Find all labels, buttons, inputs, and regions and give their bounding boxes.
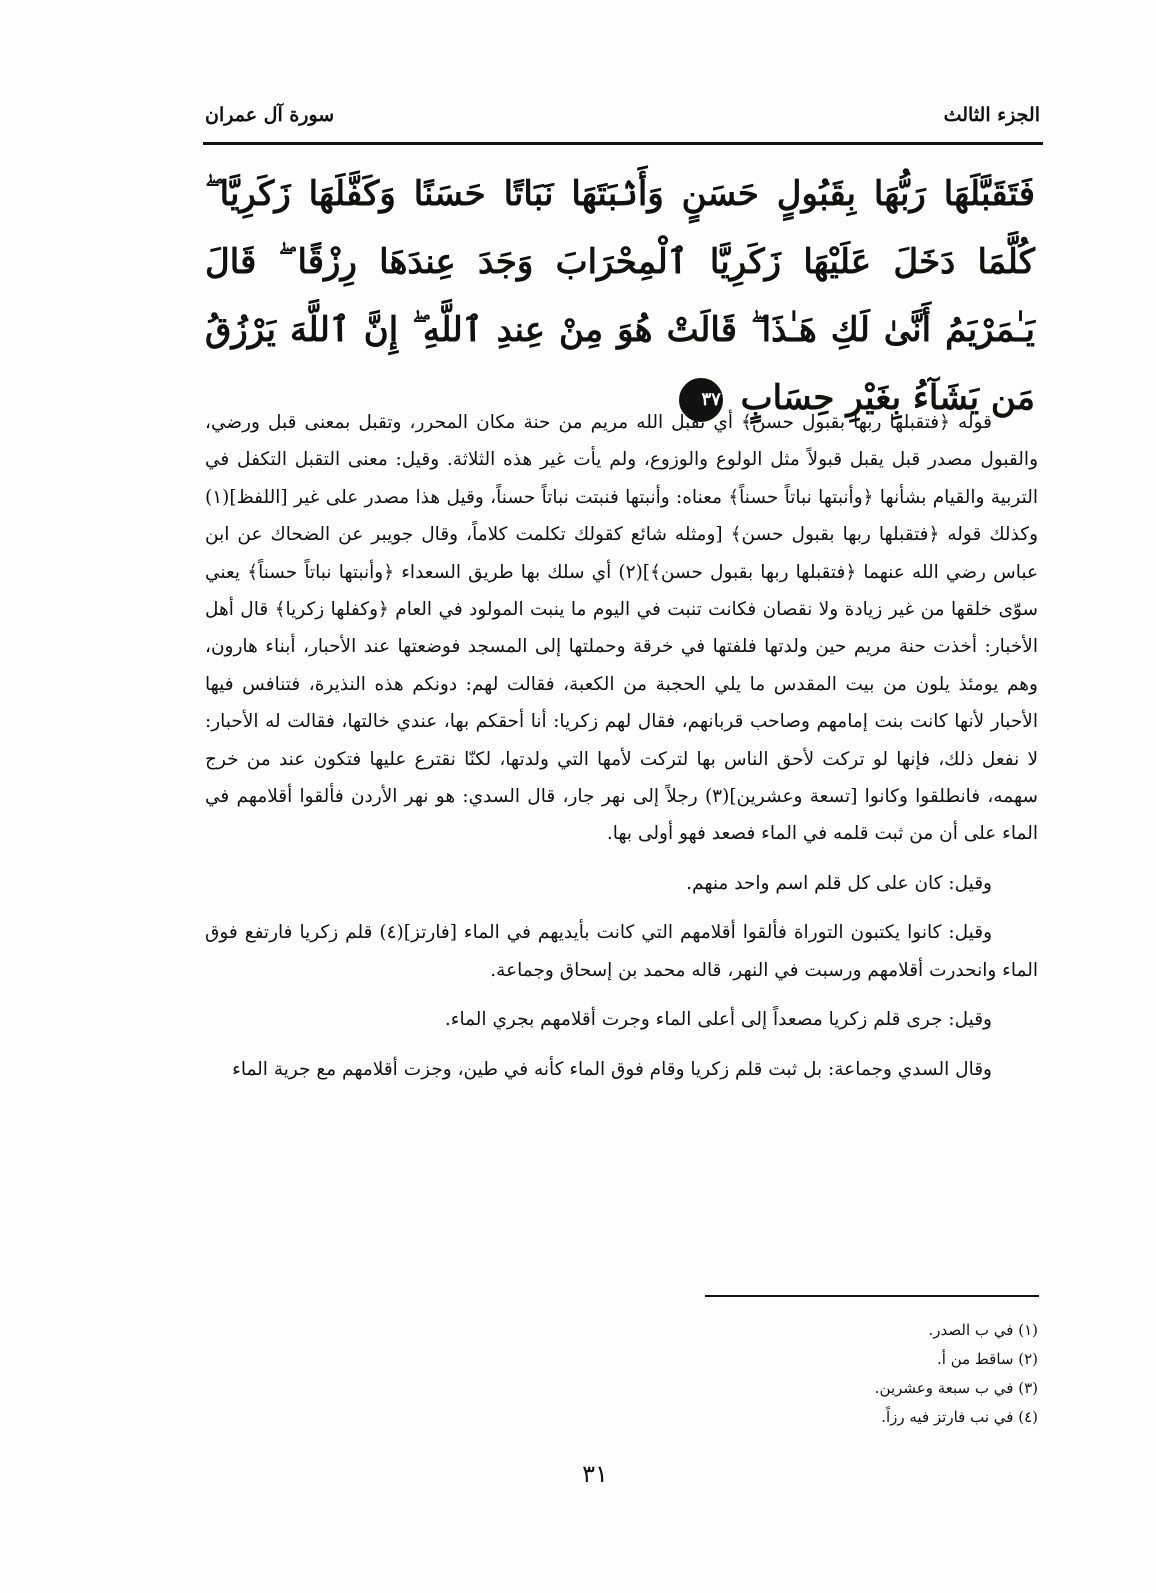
verse-text: فَتَقَبَّلَهَا رَبُّهَا بِقَبُولٍ حَسَنٍ وَأَنۢبَتَهَا نَبَاتًا حَسَنًا وَكَفَّلَهَا زَكَرِيَّا ۖ كُلَّمَا دَخَلَ عَلَيْهَا زَكَرِيَّا ٱلْمِحْرَابَ وَجَدَ عِندَهَا رِزْقًا ۖ قَالَ يَـٰمَرْيَمُ أَنَّىٰ لَكِ هَـٰذَا ۖ قَالَتْ هُوَ مِنْ عِندِ ٱللَّهِ ۖ إِنَّ ٱللَّهَ يَرْزُقُ مَن يَشَآءُ بِغَيْرِ حِسَابٍ (205, 174, 1035, 418)
commentary-body (205, 404, 1038, 1088)
running-header (205, 100, 1040, 136)
paragraph: وقال السدي وجماعة: بل ثبت قلم زكريا وقام فوق الماء كأنه في طين، وجزت أقلامهم مع جرية الماء (232, 1058, 992, 1080)
footnote: (٢) ساقط من أ. (936, 1350, 1038, 1368)
part-label: الجزء الثالث (943, 104, 1040, 126)
verse-number-badge: ٣٧ (679, 378, 723, 422)
paragraph: وقيل: كانوا يكتبون التوراة فألقوا أقلامهم التي كانت بأيديهم في الماء [فارتز](٤) قلم زكريا فارتفع فوق الماء وانحدرت أقلامهم ورسبت في النهر، قاله محمد بن إسحاق وجماعة. (205, 922, 1038, 981)
paragraph: وقيل: كان على كل قلم اسم واحد منهم. (686, 872, 992, 894)
paragraph: قوله ﴿فتقبلها ربها بقبول حسن﴾ أي تقبل الله مريم من حنة مكان المحرر، وتقبل بمعنى قبل ورضي، والقبول مصدر قبل يقبل قبولاً مثل الولوع والوزوع، ولم يأت غير هذه الثلاثة. وقيل: معنى التقبل التكفل في التربية والقيام بشأنها ﴿وأنبتها نباتاً حسناً﴾ معناه: وأنبتها فنبتت نباتاً حسناً، وقيل هذا مصدر على غير [اللفظ](١) وكذلك قوله ﴿فتقبلها ربها بقبول حسن﴾ [ومثله شائع كقولك تكلمت كلاماً، وقال جويبر عن الضحاك عن ابن عباس رضي الله عنهما ﴿فتقبلها ربها بقبول حسن﴾](٢) أي سلك بها طريق السعداء ﴿وأنبتها نباتاً حسناً﴾ يعني سوّى خلقها من غير زيادة ولا نقصان فكانت تنبت في اليوم ما ينبت المولود في العام ﴿وكفلها زكريا﴾ قال أهل الأخبار: أخذت حنة مريم حين ولدتها فلفتها في خرقة وحملتها إلى المسجد فوضعتها عند الأحبار، أبناء هارون، وهم يومئذ يلون من بيت المقدس ما يلي الحجبة من الكعبة، فقالت لهم: دونكم هذه النذيرة، فتنافس فيها الأحبار لأنها كانت بنت إمامهم وصاحب قربانهم، فقال لهم زكريا: أنا أحقكم بها، عندي خالتها، فقالت له الأحبار: لا نفعل ذلك، فإنها لو تركت لأحق الناس بها لتركت لأمها التي ولدتها، لكنّا نقترع عليها فتكون عند من خرج سهمه، فانطلقوا وكانوا [تسعة وعشرين](٣) رجلاً إلى نهر جار، قال السدي: هو نهر الأردن فألقوا أقلامهم في الماء على أن من ثبت قلمه في الماء فصعد فهو أولى بها. (205, 412, 1038, 845)
surah-label: سورة آل عمران (205, 104, 335, 126)
footnotes (700, 1316, 1038, 1432)
quran-verse (205, 160, 1035, 432)
paragraph: وقيل: جرى قلم زكريا مصعداً إلى أعلى الماء وجرت أقلامهم بجري الماء. (444, 1009, 992, 1031)
header-rule (203, 142, 1043, 145)
footnote: (١) في ب الصدر. (928, 1321, 1038, 1339)
footnote-rule (705, 1295, 1039, 1297)
footnote: (٤) في نب فارتز فيه رزاً. (881, 1408, 1038, 1426)
page-number: ٣١ (582, 1460, 608, 1488)
footnote: (٣) في ب سبعة وعشرين. (874, 1379, 1038, 1397)
